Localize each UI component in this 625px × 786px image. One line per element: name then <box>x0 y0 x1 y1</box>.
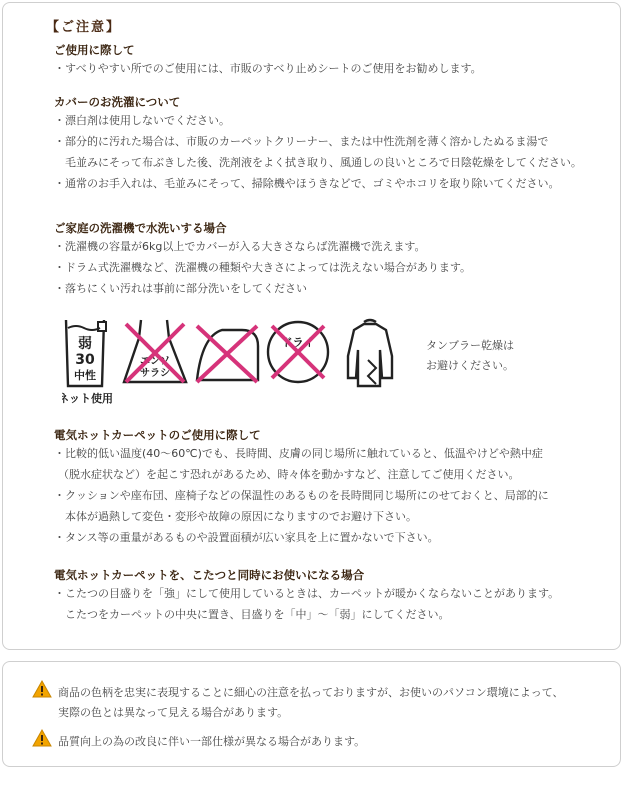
wash-strength-label: 弱 <box>78 336 92 352</box>
section-line: ・漂白剤は使用しないでください。 <box>54 114 230 127</box>
section-line: ・部分的に汚れた場合は、市販のカーペットクリーナー、または中性洗剤を薄く溶かしたぬるま湯で <box>54 135 549 148</box>
section-line: 毛並みにそって布ぶきした後、洗剤液をよく拭き取り、風通しの良いところで日陰乾燥をしてください。 <box>54 156 582 169</box>
hang-dry-icon <box>348 320 392 386</box>
wash-detergent-label: 中性 <box>74 369 96 382</box>
bleach-label-1: エンソ <box>140 356 170 367</box>
section-line: ・こたつの目盛りを「強」にして使用しているときは、カーペットが暖かくならないことがあります。 <box>54 587 560 600</box>
section-heading-kotatsu: 電気ホットカーペットを、こたつと同時にお使いになる場合 <box>54 568 365 582</box>
page-title: 【ご注意】 <box>46 20 122 35</box>
section-line: こたつをカーペットの中央に置き、目盛りを「中」～「弱」にしてください。 <box>54 608 450 621</box>
care-icons-row <box>62 316 412 406</box>
warning-icon <box>32 729 52 747</box>
section-line: 本体が過熱して変色・変形や故障の原因になりますのでお避け下さい。 <box>54 510 417 523</box>
wash-caption: ネット使用 <box>62 392 113 405</box>
section-heading-usage: ご使用に際して <box>54 43 135 57</box>
no-dry-clean-icon <box>268 322 328 382</box>
dry-clean-label: ドライ <box>281 336 315 349</box>
no-iron-icon <box>197 326 258 382</box>
bleach-label-2: サラシ <box>140 368 170 379</box>
notice-line: 品質向上の為の改良に伴い一部仕様が異なる場合があります。 <box>58 735 366 748</box>
tumble-dry-note-line-1: タンブラー乾燥は <box>426 339 514 352</box>
section-heading-machine-wash: ご家庭の洗濯機で水洗いする場合 <box>54 221 227 235</box>
section-line: ・ドラム式洗濯機など、洗濯機の種類や大きさによっては洗えない場合があります。 <box>54 261 472 274</box>
section-line: ・すべりやすい所でのご使用には、市販のすべり止めシートのご使用をお勧めします。 <box>54 62 482 75</box>
section-line: ・タンス等の重量があるものや設置面積が広い家具を上に置かないで下さい。 <box>54 531 439 544</box>
no-bleach-icon <box>124 320 186 382</box>
notice-line: 実際の色とは異なって見える場合があります。 <box>58 706 289 719</box>
notice-line: 商品の色柄を忠実に表現することに細心の注意を払っておりますが、お使いのパソコン環境によって、 <box>58 686 564 699</box>
section-heading-hot-carpet: 電気ホットカーペットのご使用に際して <box>54 428 261 442</box>
care-symbols-svg <box>62 316 412 406</box>
section-line: （脱水症状など）を起こす恐れがあるため、時々体を動かすなど、注意してご使用ください。 <box>58 468 520 481</box>
section-line: ・通常のお手入れは、毛並みにそって、掃除機やほうきなどで、ゴミやホコリを取り除いてください。 <box>54 177 560 190</box>
wash-tub-icon <box>66 320 106 386</box>
section-line: ・比較的低い温度(40～60℃)でも、長時間、皮膚の同じ場所に触れていると、低温やけどや熱中症 <box>54 447 543 460</box>
section-heading-cover-wash: カバーのお洗濯について <box>54 95 181 109</box>
section-line: ・落ちにくい汚れは事前に部分洗いをしてください <box>54 282 307 295</box>
section-line: ・クッションや座布団、座椅子などの保温性のあるものを長時間同じ場所にのせておくと、局部的に <box>54 489 549 502</box>
tumble-dry-note-line-2: お避けください。 <box>426 359 514 372</box>
wash-temperature-label: 30 <box>75 352 95 368</box>
warning-icon <box>32 680 52 698</box>
section-line: ・洗濯機の容量が6kg以上でカバーが入る大きさならば洗濯機で洗えます。 <box>54 240 426 253</box>
